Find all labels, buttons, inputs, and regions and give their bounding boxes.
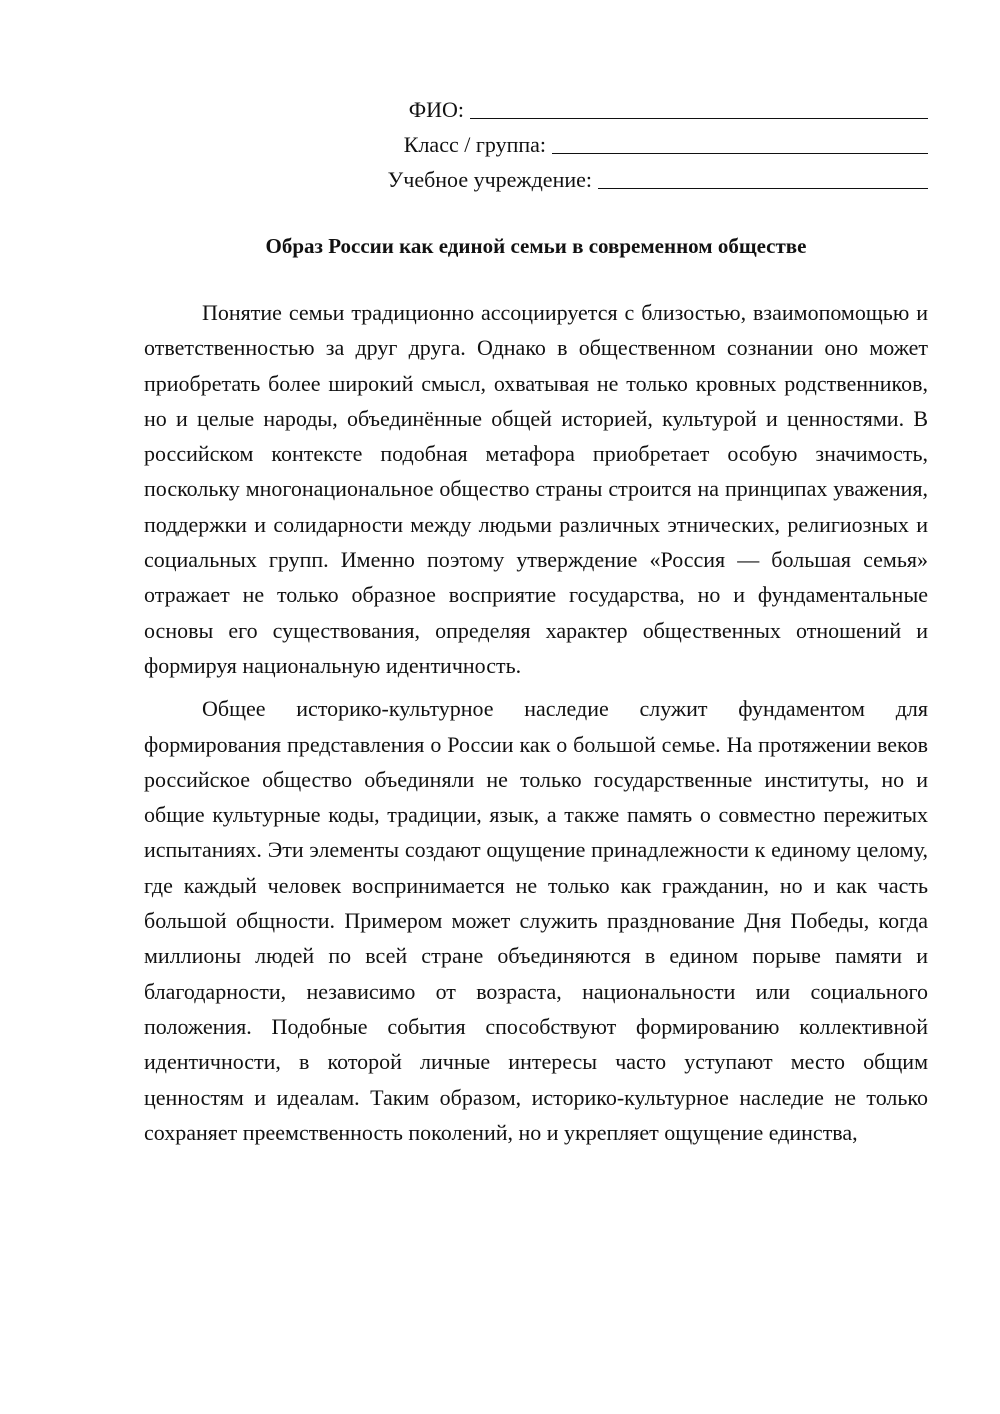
- class-group-label: Класс / группа:: [403, 132, 546, 157]
- document-title: Образ России как единой семьи в современном обществе: [265, 234, 807, 258]
- fio-blank-line: [470, 94, 928, 119]
- student-info-fields: [328, 92, 928, 197]
- paragraph-1: Понятие семьи традиционно ассоциируется с близостью, взаимопомощью и ответственностью за друг друга. Однако в общественном сознании оно может приобретать более широкий смысл, охватывая не только кровных родственников, но и целые народы, объединённые общей историей, культурой и ценностями. В российском контексте подобная метафора приобретает особую значимость, поскольку многонациональное общество страны строится на принципах уважения, поддержки и солидарности между людьми различных этнических, религиозных и социальных групп. Именно поэтому утверждение «Россия — большая семья» отражает не только образное восприятие государства, но и фундаментальные основы его существования, определяя характер общественных отношений и формируя национальную идентичность.: [144, 300, 928, 678]
- class-group-field-row: [328, 127, 928, 162]
- institution-field-row: [328, 162, 928, 197]
- class-group-blank-line: [552, 129, 928, 154]
- document-body: [144, 295, 928, 1158]
- institution-label: Учебное учреждение:: [387, 167, 592, 192]
- fio-label: ФИО:: [408, 97, 464, 122]
- paragraph-2: Общее историко-культурное наследие служит фундаментом для формирования представления о России как о большой семье. На протяжении веков российское общество объединяли не только государственные институты, но и общие культурные коды, традиции, язык, а также память о совместно пережитых испытаниях. Эти элементы создают ощущение принадлежности к единому целому, где каждый человек воспринимается не только как гражданин, но и как часть большой общности. Примером может служить празднование Дня Победы, когда миллионы людей по всей стране объединяются в едином порыве памяти и благодарности, независимо от возраста, национальности или социального положения. Подобные события способствуют формированию коллективной идентичности, в которой личные интересы часто уступают место общим ценностям и идеалам. Таким образом, историко-культурное наследие не только сохраняет преемственность поколений, но и укрепляет ощущение единства,: [144, 696, 928, 1145]
- fio-field-row: [328, 92, 928, 127]
- institution-blank-line: [598, 164, 928, 189]
